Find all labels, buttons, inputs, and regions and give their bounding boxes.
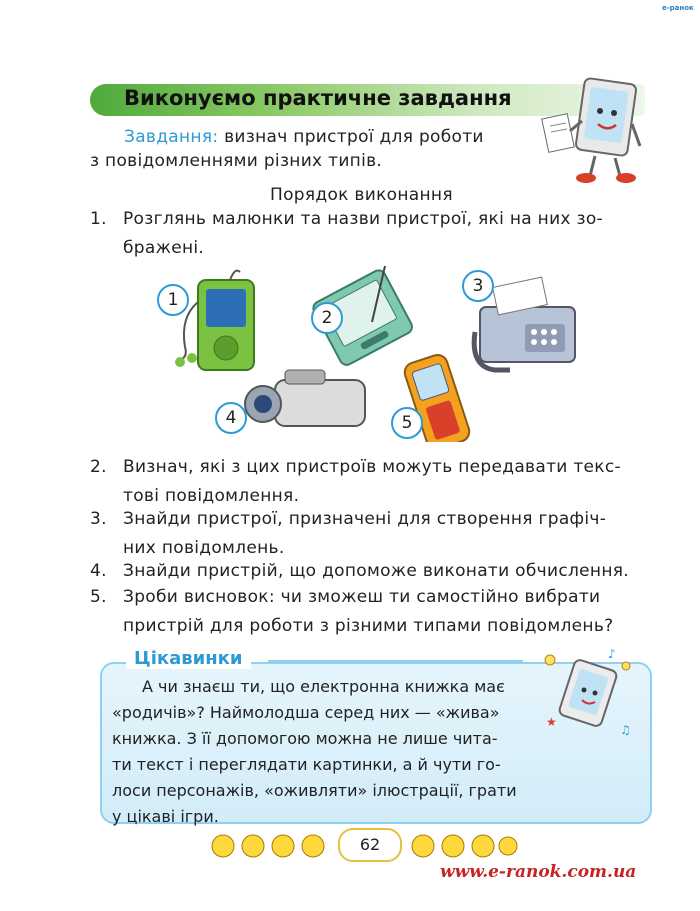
ebook-mascot-icon <box>538 646 638 746</box>
step-text: бражені. <box>123 238 205 258</box>
step-number: 5. <box>90 587 107 607</box>
step-number: 3. <box>90 509 107 529</box>
footer-mascots-left-icon <box>205 826 335 866</box>
step-2 <box>90 453 650 511</box>
facts-line: лоси персонажів, «оживляти» ілюстрації, грати <box>112 781 517 800</box>
task-line-2: з повідомленнями різних типів. <box>90 151 383 171</box>
step-text: них повідомлень. <box>123 538 285 558</box>
mp3-player-icon <box>175 271 254 370</box>
step-5 <box>90 583 650 641</box>
step-1 <box>90 205 650 263</box>
section-heading: Виконуємо практичне завдання <box>124 86 512 110</box>
facts-title: Цікавинки <box>126 648 251 669</box>
task-text-1: визнач пристрої для роботи <box>218 127 484 147</box>
svg-text:♪: ♪ <box>608 647 616 661</box>
facts-text <box>112 674 542 830</box>
device-badge-3: 3 <box>462 270 494 302</box>
step-text: пристрій для роботи з різними типами повідомлень? <box>123 616 614 636</box>
facts-title-underline <box>268 660 523 662</box>
procedure-title: Порядок виконання <box>270 185 453 205</box>
publisher-logo: е-ранок <box>662 4 694 12</box>
footer-mascots-right-icon <box>408 826 518 866</box>
facts-line: книжка. З її допомогою можна не лише чита- <box>112 729 498 748</box>
step-text: Зроби висновок: чи зможеш ти самостійно вибрати <box>123 587 601 607</box>
step-number: 4. <box>90 561 107 581</box>
step-number: 2. <box>90 457 107 477</box>
facts-line: «родичів»? Наймолодша серед них — «жива» <box>112 703 500 722</box>
step-number: 1. <box>90 209 107 229</box>
website-url: www.e-ranok.com.ua <box>440 862 637 882</box>
camcorder-icon <box>245 370 365 426</box>
step-4 <box>90 557 650 586</box>
facts-line: А чи знаєш ти, що електронна книжка має <box>142 677 505 696</box>
page-number: 62 <box>338 828 402 862</box>
device-badge-2: 2 <box>311 302 343 334</box>
svg-text:★: ★ <box>546 715 557 729</box>
step-text: Знайди пристрої, призначені для створення графіч- <box>123 509 607 529</box>
step-3 <box>90 505 650 563</box>
task-label: Завдання: <box>124 127 219 147</box>
device-badge-4: 4 <box>215 402 247 434</box>
facts-line: ти текст і переглядати картинки, а й чути го- <box>112 755 501 774</box>
step-text: Розглянь малюнки та назви пристрої, які на них зо- <box>123 209 603 229</box>
step-text: Знайди пристрій, що допоможе виконати обчислення. <box>123 561 629 581</box>
svg-text:♫: ♫ <box>620 723 631 737</box>
device-badge-5: 5 <box>391 407 423 439</box>
step-text: Визнач, які з цих пристроїв можуть передавати текс- <box>123 457 621 477</box>
tablet-mascot-icon <box>540 76 660 186</box>
step-text: тові повідомлення. <box>123 486 300 506</box>
facts-line: у цікаві ігри. <box>112 807 219 826</box>
device-badge-1: 1 <box>157 284 189 316</box>
